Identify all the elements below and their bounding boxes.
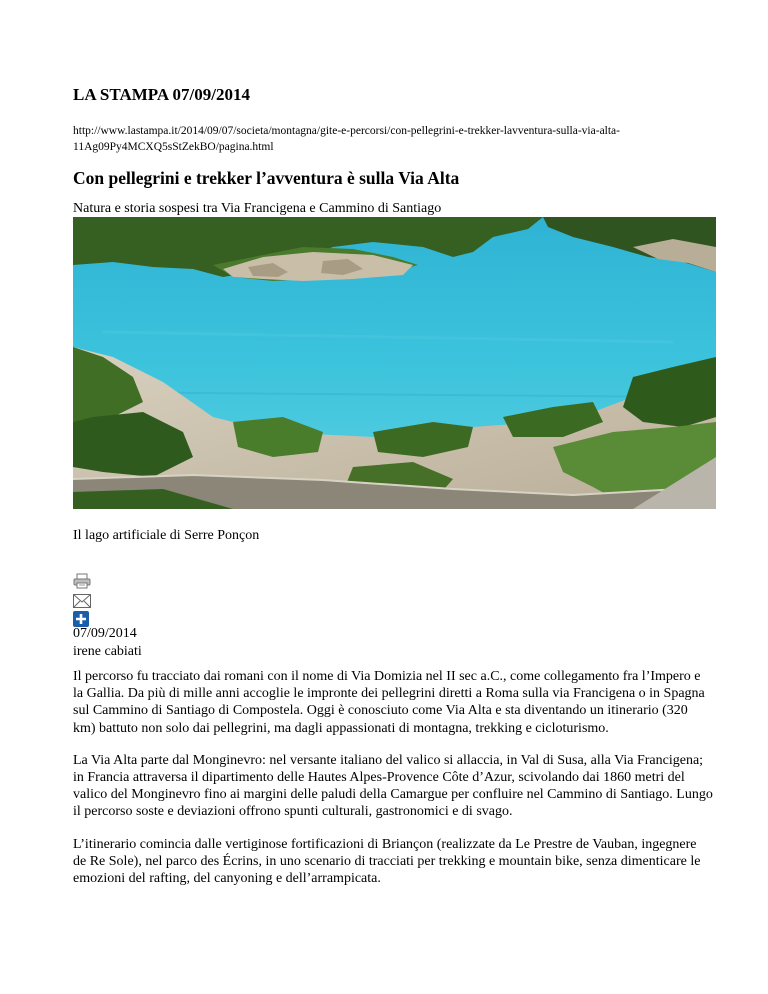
body-paragraph: Il percorso fu tracciato dai romani con il nome di Via Domizia nel II sec a.C., come collegamento fra l’Impero e la Gallia. Da più di mille anni accoglie le impronte dei pellegrini diretti a Roma sulla via Francigena o in Spagna sul Cammino di Santiago di Compostela. Oggi è conosciuto come Via Alta e sta diventando un itinerario (320 km) battuto non solo dai pellegrini, ma dagli appassionati di montagna, trekking e cicloturismo. — [73, 669, 705, 736]
printer-icon[interactable] — [73, 573, 91, 589]
body-paragraph: La Via Alta parte dal Monginevro: nel versante italiano del valico si allaccia, in Val di Susa, alla Via Francigena; in Francia attraversa il dipartimento delle Hautes Alpes-Provence Côte d’Azur, scivolando dai 1860 metri del valico del Monginevro fino ai margini delle paludi della Camargue per confluire nel Cammino di Santiago. Lungo il percorso soste e deviazioni offrono spunti culturali, gastronomici e di svago. — [73, 752, 713, 820]
photo-caption: Il lago artificiale di Serre Ponçon — [73, 528, 260, 543]
lake-photo — [73, 217, 716, 509]
article-meta — [73, 625, 142, 661]
body-paragraph: L’itinerario comincia dalle vertiginose fortificazioni di Briançon (realizzate da Le Prestre de Vauban, ingegnere de Re Sole), nel parco des Écrins, in uno scenario di tracciati per trekking e mountain bike, senza dimenticare le emozioni del rafting, del canyoning e dell’arrampicata. — [73, 836, 701, 887]
article-subtitle: Natura e storia sospesi tra Via Francigena e Cammino di Santiago — [73, 201, 442, 216]
article-url: http://www.lastampa.it/2014/09/07/societa/montagna/gite-e-percorsi/con-pellegrini-e-trekker-lavventura-sulla-via-alta-11Ag09Py4MCXQ5sStZekBO/pagina.html — [73, 125, 620, 153]
article-body — [73, 668, 713, 902]
envelope-icon[interactable] — [73, 594, 91, 610]
article-headline: Con pellegrini e trekker l’avventura è sulla Via Alta — [73, 168, 460, 188]
newspaper-masthead: LA STAMPA 07/09/2014 — [73, 85, 250, 104]
article-date: 07/09/2014 — [73, 626, 137, 641]
article-author: irene cabiati — [73, 644, 142, 659]
